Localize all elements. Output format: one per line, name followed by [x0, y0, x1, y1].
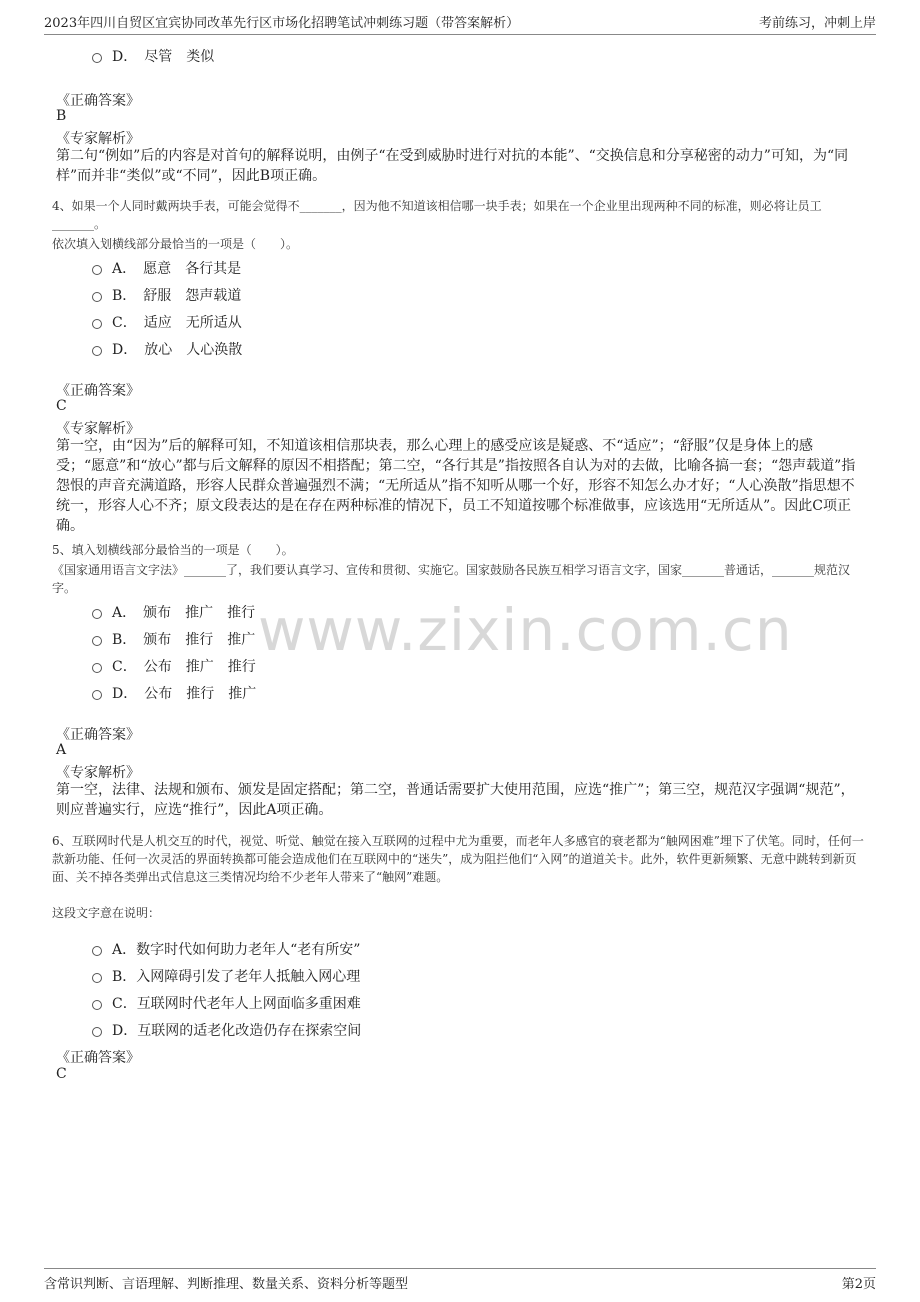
- document-title: 2023年四川自贸区宜宾协同改革先行区市场化招聘笔试冲刺练习题（带答案解析）: [44, 16, 520, 31]
- radio-icon[interactable]: [92, 609, 102, 619]
- q3-explanation: 第二句“例如”后的内容是对首句的解释说明，由例子“在受到威胁时进行对抗的本能”、“交换信息和分享秘密的动力”可知，为“同样”而并非“类似”或“不同”，因此B项正确。: [56, 148, 849, 184]
- q4-explanation: 第一空，由“因为”后的解释可知，不知道该相信那块表，那么心理上的感受应该是疑惑、不“适应”；“舒服”仅是身体上的感受；“愿意”和“放心”都与后文解释的原因不相搭配；第二空，“各行其是”指按照各自认为对的去做，比喻各搞一套；“怨声载道”指怨恨的声音充满道路，形容人民群众普遍强烈不满；“无所适从”指不知听从哪一个好，形容不知怎么办才好；“人心涣散”指思想不统一，形容人心不齐；原文段表达的是在存在两种标准的情况下，员工不知道按哪个标准做事，应该选用“无所适从”。因此C项正确。: [56, 438, 856, 534]
- option-label: C． 公布 推广 推行: [112, 659, 256, 675]
- q4-option-c[interactable]: [92, 312, 242, 332]
- q4-explanation-label: 《专家解析》: [56, 421, 140, 437]
- option-label: A． 愿意 各行其是: [112, 261, 242, 277]
- radio-icon[interactable]: [92, 636, 102, 646]
- watermark: www.zixin.com.cn: [258, 596, 793, 664]
- radio-icon[interactable]: [92, 663, 102, 673]
- option-label: B． 舒服 怨声载道: [112, 288, 242, 304]
- q5-passage: 《国家通用语言文字法》_______了，我们要认真学习、宣传和贯彻、实施它。国家鼓励各民族互相学习语言文字，国家_______普通话，_______规范汉字。: [52, 563, 851, 595]
- radio-icon[interactable]: [92, 690, 102, 700]
- option-label: C．互联网时代老年人上网面临多重困难: [112, 996, 361, 1012]
- option-label: A．数字时代如何助力老年人“老有所安”: [112, 942, 361, 958]
- q6-option-a[interactable]: [92, 939, 360, 959]
- page-number: 第2页: [841, 1277, 876, 1292]
- radio-icon[interactable]: [92, 973, 102, 983]
- q4-option-d[interactable]: [92, 339, 242, 359]
- q5-stem: 5、填入划横线部分最恰当的一项是（ ）。: [52, 543, 294, 557]
- q5-answer-label: 《正确答案》: [56, 727, 140, 743]
- q5-option-c[interactable]: [92, 656, 256, 676]
- option-label: B．入网障碍引发了老年人抵触入网心理: [112, 969, 361, 985]
- q3-option-d[interactable]: [92, 46, 214, 66]
- option-label: D． 尽管 类似: [112, 49, 215, 65]
- option-label: B． 颁布 推行 推广: [112, 632, 256, 648]
- radio-icon[interactable]: [92, 292, 102, 302]
- q4-prompt: 依次填入划横线部分最恰当的一项是（ ）。: [52, 237, 299, 251]
- q4-answer-label: 《正确答案》: [56, 383, 140, 399]
- q6-option-d[interactable]: [92, 1020, 361, 1040]
- q6-answer-label: 《正确答案》: [56, 1050, 140, 1066]
- q5-explanation-label: 《专家解析》: [56, 765, 140, 781]
- footer-note: 含常识判断、言语理解、判断推理、数量关系、资料分析等题型: [44, 1277, 409, 1292]
- q6-answer: C: [56, 1066, 67, 1082]
- page-header: [44, 10, 876, 35]
- option-label: D． 公布 推行 推广: [112, 686, 257, 702]
- q4-option-a[interactable]: [92, 258, 241, 278]
- radio-icon[interactable]: [92, 1000, 102, 1010]
- radio-icon[interactable]: [92, 346, 102, 356]
- q6-stem: 6、互联网时代是人机交互的时代，视觉、听觉、触觉在接入互联网的过程中尤为重要，而老年人多感官的衰老都为“触网困难”埋下了伏笔。同时，任何一款新功能、任何一次灵活的界面转换都可能会造成他们在互联网中的“迷失”，成为阻拦他们“入网”的道道关卡。此外，软件更新频繁、无意中跳转到新页面、关不掉各类弹出式信息这三类情况均给不少老年人带来了“触网”难题。: [52, 834, 864, 884]
- q4-stem: 4、如果一个人同时戴两块手表，可能会觉得不_______，因为他不知道该相信哪一块手表；如果在一个企业里出现两种不同的标准，则必将让员工_______。: [52, 199, 822, 231]
- option-label: C． 适应 无所适从: [112, 315, 242, 331]
- radio-icon[interactable]: [92, 946, 102, 956]
- header-slogan: 考前练习，冲刺上岸: [758, 16, 876, 31]
- q3-answer-label: 《正确答案》: [56, 93, 140, 109]
- radio-icon[interactable]: [92, 319, 102, 329]
- q5-explanation: 第一空，法律、法规和颁布、颁发是固定搭配；第二空，普通话需要扩大使用范围，应选“推广”；第三空，规范汉字强调“规范”，则应普遍实行，应选“推行”，因此A项正确。: [56, 782, 855, 818]
- q3-answer: B: [56, 108, 67, 124]
- q6-option-b[interactable]: [92, 966, 360, 986]
- radio-icon[interactable]: [92, 265, 102, 275]
- q4-option-b[interactable]: [92, 285, 241, 305]
- option-label: D． 放心 人心涣散: [112, 342, 243, 358]
- q6-prompt: 这段文字意在说明：: [52, 906, 161, 920]
- radio-icon[interactable]: [92, 1027, 102, 1037]
- radio-icon[interactable]: [92, 53, 102, 63]
- q4-answer: C: [56, 398, 67, 414]
- q5-option-b[interactable]: [92, 629, 255, 649]
- option-label: A． 颁布 推广 推行: [112, 605, 256, 621]
- q6-option-c[interactable]: [92, 993, 361, 1013]
- q5-answer: A: [56, 742, 67, 758]
- page-footer: [44, 1268, 876, 1293]
- q5-option-d[interactable]: [92, 683, 256, 703]
- option-label: D．互联网的适老化改造仍存在探索空间: [112, 1023, 362, 1039]
- q3-explanation-label: 《专家解析》: [56, 131, 140, 147]
- q5-option-a[interactable]: [92, 602, 255, 622]
